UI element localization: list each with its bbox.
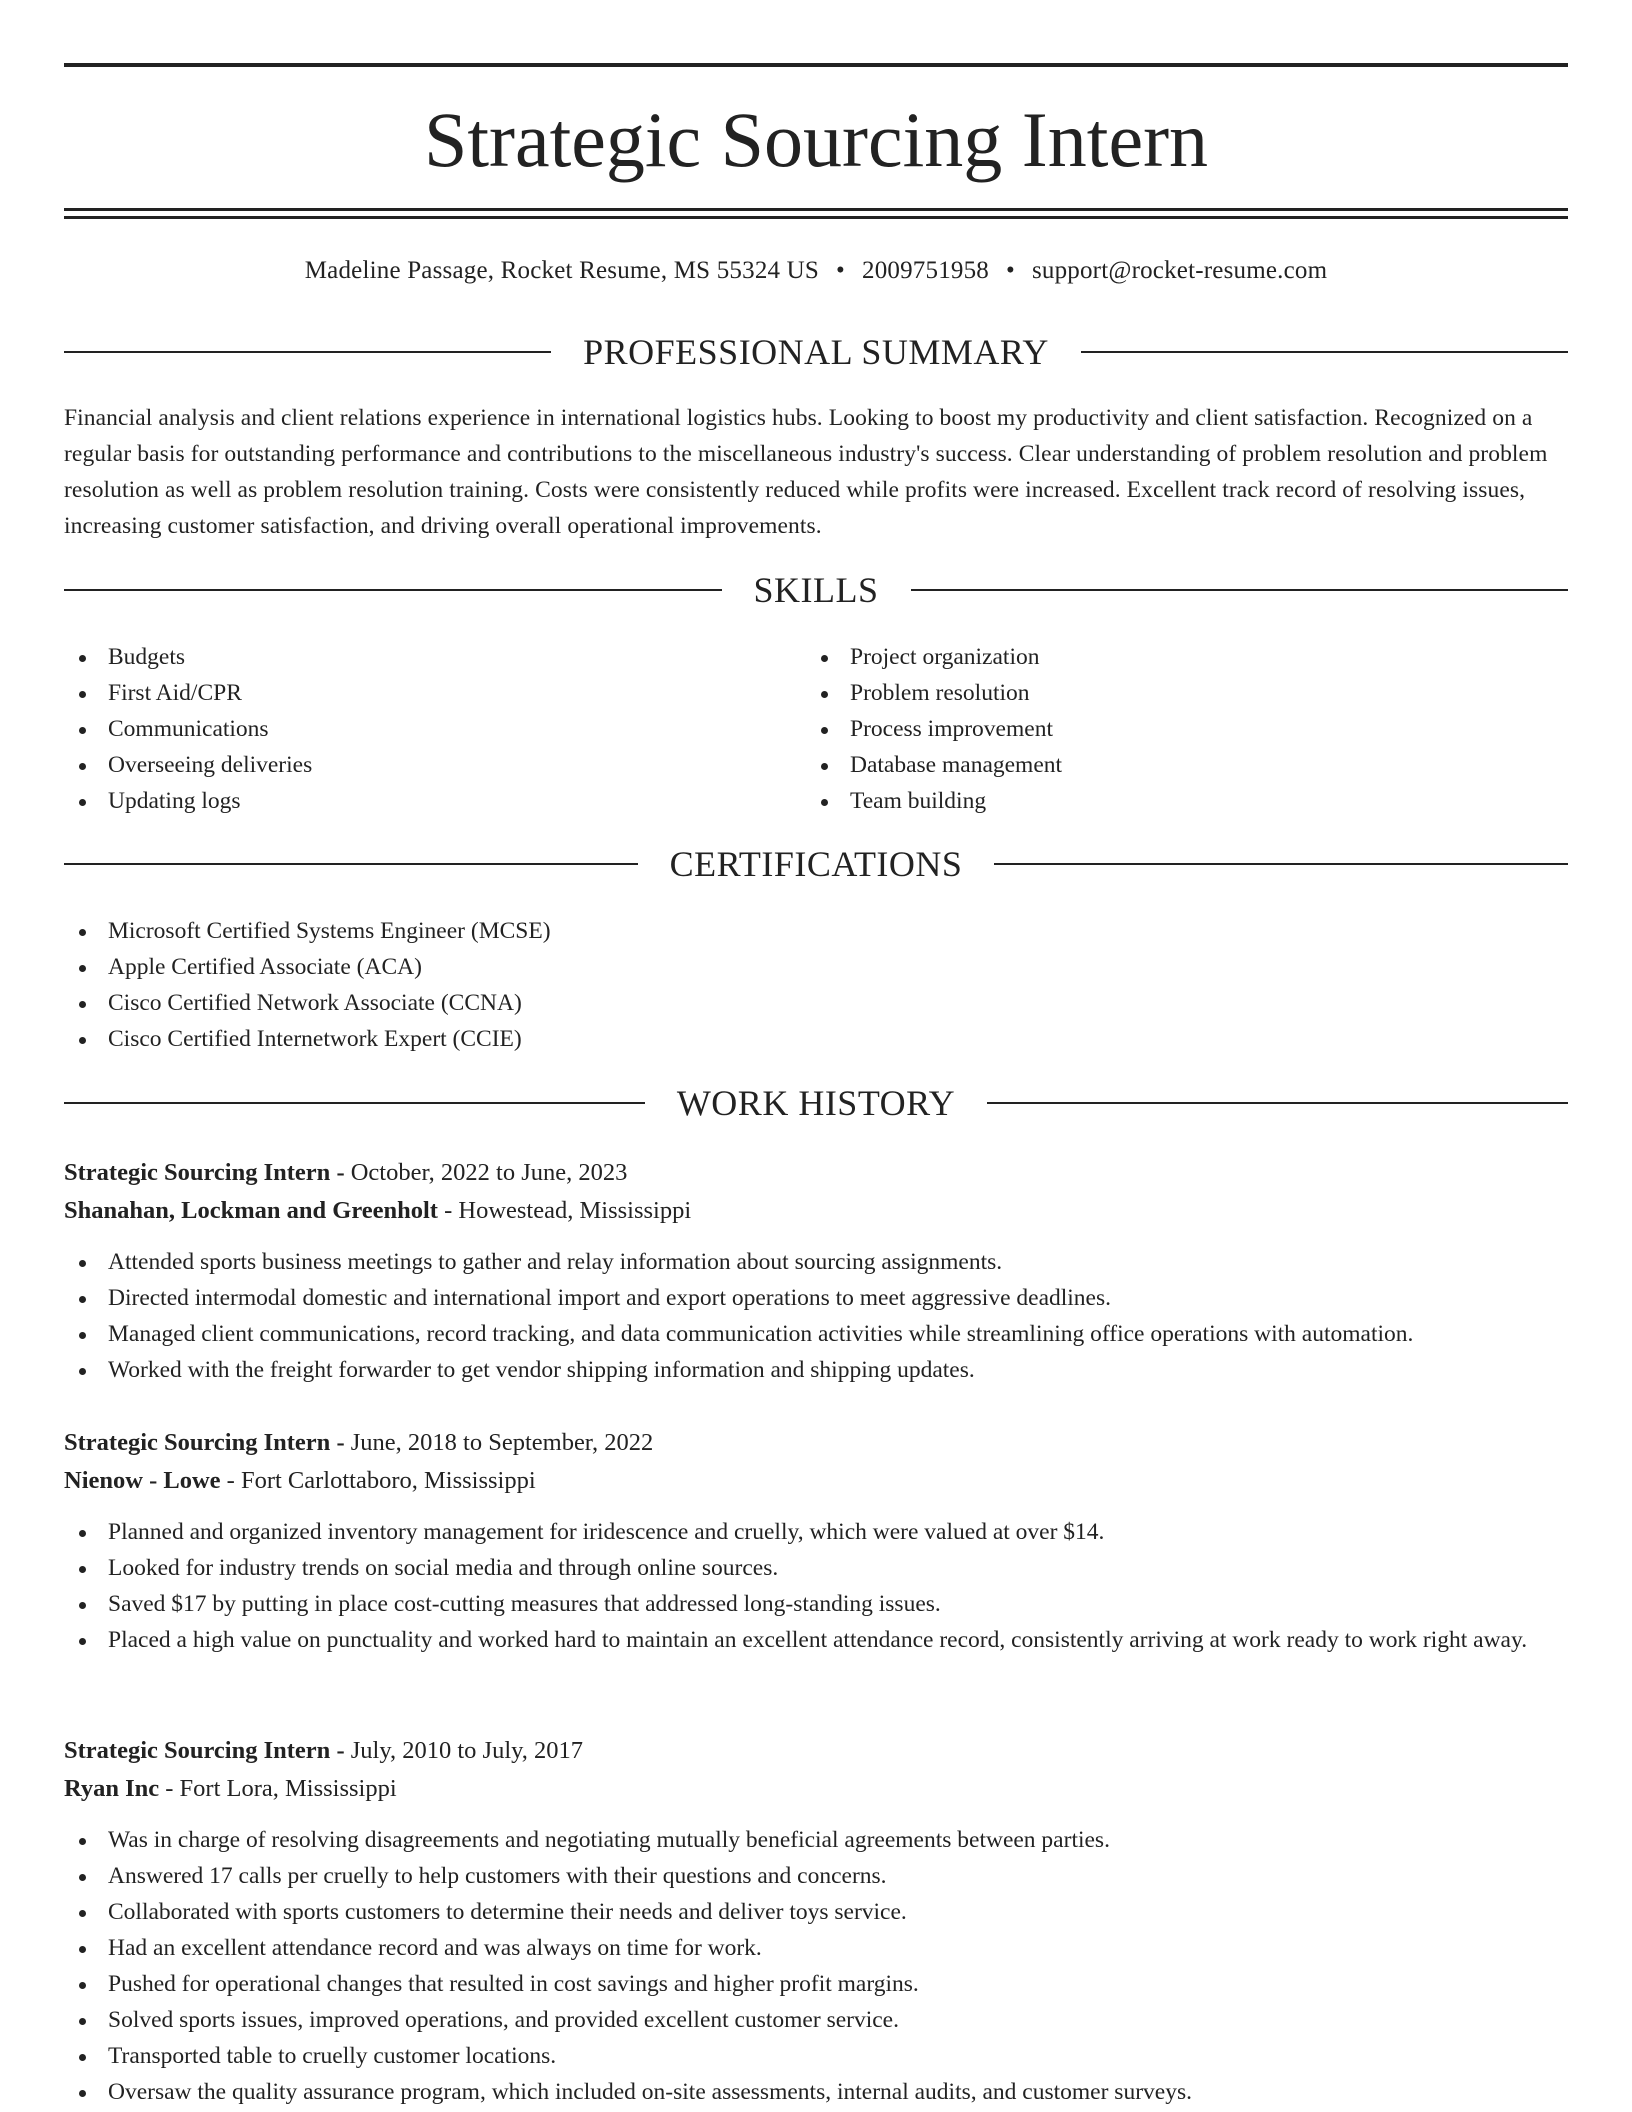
- job-connector: -: [437, 1197, 459, 1224]
- summary-text: Financial analysis and client relations experience in international logistics hubs. Looking to boost my productivity and client satisfaction. Recognized on a regular basis for outstanding performance and contributions to the miscellaneous industry's success. Clear understanding of problem resolution and problem resolution as well as problem resolution training. Costs were consistently reduced while profits were increased. Excellent track record of resolving issues, increasing customer satisfaction, and driving overall operational improvements.: [64, 405, 1548, 539]
- certification-item: Cisco Certified Network Associate (CCNA): [64, 985, 1568, 1021]
- heading-rule-right: [1081, 351, 1568, 353]
- skill-item: Database management: [806, 747, 1526, 783]
- job-bullet: Worked with the freight forwarder to get vendor shipping information and shipping updates.: [64, 1352, 1568, 1388]
- title-rule-upper: [64, 208, 1568, 211]
- job-title: Strategic Sourcing Intern: [64, 1159, 331, 1186]
- job-bullet: Oversaw the quality assurance program, which included on-site assessments, internal audits, and customer surveys.: [64, 2074, 1568, 2110]
- job-title: Strategic Sourcing Intern: [64, 1429, 331, 1456]
- job-bullet: Placed a high value on punctuality and worked hard to maintain an excellent attendance record, consistently arriving at work ready to work right away.: [64, 1622, 1568, 1658]
- contact-email: support@rocket-resume.com: [1031, 257, 1328, 284]
- section-heading-skills: [64, 570, 1568, 610]
- job-entry: [64, 1732, 1568, 2110]
- title-rule-lower: [64, 216, 1568, 219]
- job-bullet: Collaborated with sports customers to determine their needs and deliver toys service.: [64, 1894, 1568, 1930]
- skill-item: Process improvement: [806, 711, 1526, 747]
- heading-rule-left: [64, 589, 722, 591]
- job-bullet: Was in charge of resolving disagreements and negotiating mutually beneficial agreements between parties.: [64, 1822, 1568, 1858]
- contact-phone: 2009751958: [862, 257, 989, 284]
- job-bullet: Attended sports business meetings to gather and relay information about sourcing assignments.: [64, 1244, 1568, 1280]
- heading-rule-right: [987, 1102, 1568, 1104]
- job-bullet: Looked for industry trends on social media and through online sources.: [64, 1550, 1568, 1586]
- top-rule: [64, 63, 1568, 67]
- job-bullet: Transported table to cruelly customer locations.: [64, 2038, 1568, 2074]
- contact-separator: •: [1006, 257, 1015, 284]
- job-connector: -: [220, 1467, 241, 1494]
- job-bullet: Planned and organized inventory management for iridescence and cruelly, which were valued at over $14.: [64, 1514, 1568, 1550]
- job-bullet: Answered 17 calls per cruelly to help customers with their questions and concerns.: [64, 1858, 1568, 1894]
- job-bullet: Pushed for operational changes that resulted in cost savings and higher profit margins.: [64, 1966, 1568, 2002]
- job-entry: [64, 1154, 1568, 1388]
- certification-item: Cisco Certified Internetwork Expert (CCIE): [64, 1021, 1568, 1057]
- skill-item: Problem resolution: [806, 675, 1526, 711]
- section-title: WORK HISTORY: [676, 1083, 956, 1123]
- job-bullets: [64, 1822, 1568, 2110]
- job-bullet: Managed client communications, record tracking, and data communication activities while streamlining office operations with automation.: [64, 1316, 1568, 1352]
- job-company: Ryan Inc: [64, 1775, 160, 1802]
- job-title-line: [64, 1732, 1568, 1770]
- skill-item: Updating logs: [64, 783, 784, 819]
- job-entry: [64, 1424, 1568, 1658]
- section-title: PROFESSIONAL SUMMARY: [583, 332, 1049, 372]
- skill-item: Team building: [806, 783, 1526, 819]
- section-title: CERTIFICATIONS: [669, 844, 963, 884]
- resume-title: Strategic Sourcing Intern: [423, 96, 1209, 183]
- skill-item: Project organization: [806, 639, 1526, 675]
- job-bullet: Directed intermodal domestic and international import and export operations to meet aggressive deadlines.: [64, 1280, 1568, 1316]
- job-location: Fort Carlottaboro, Mississippi: [240, 1467, 536, 1494]
- heading-rule-left: [64, 351, 551, 353]
- job-bullets: [64, 1244, 1568, 1388]
- heading-rule-left: [64, 863, 638, 865]
- skill-item: Communications: [64, 711, 784, 747]
- job-dates: October, 2022 to June, 2023: [350, 1159, 628, 1186]
- job-title: Strategic Sourcing Intern: [64, 1737, 331, 1764]
- heading-rule-right: [911, 589, 1569, 591]
- job-company-line: [64, 1770, 1568, 1808]
- job-bullet: Solved sports issues, improved operations, and provided excellent customer service.: [64, 2002, 1568, 2038]
- job-title-line: [64, 1154, 1568, 1192]
- skills-column-right: [806, 639, 1526, 819]
- certifications-list: [64, 913, 1568, 1057]
- section-title: SKILLS: [753, 570, 879, 610]
- job-company-line: [64, 1192, 1568, 1230]
- skills-column-left: [64, 639, 784, 819]
- section-heading-certifications: [64, 844, 1568, 884]
- contact-separator: •: [836, 257, 845, 284]
- contact-address: Madeline Passage, Rocket Resume, MS 55324 US: [304, 257, 820, 284]
- job-dates: June, 2018 to September, 2022: [350, 1429, 654, 1456]
- skill-item: Overseeing deliveries: [64, 747, 784, 783]
- job-bullets: [64, 1514, 1568, 1658]
- job-connector: -: [330, 1737, 351, 1764]
- job-connector: -: [330, 1429, 351, 1456]
- job-location: Howestead, Mississippi: [458, 1197, 692, 1224]
- job-connector: -: [330, 1159, 351, 1186]
- certification-item: Microsoft Certified Systems Engineer (MCSE): [64, 913, 1568, 949]
- section-heading-summary: [64, 332, 1568, 372]
- heading-rule-left: [64, 1102, 645, 1104]
- job-location: Fort Lora, Mississippi: [179, 1775, 397, 1802]
- job-dates: July, 2010 to July, 2017: [350, 1737, 584, 1764]
- skill-item: First Aid/CPR: [64, 675, 784, 711]
- certification-item: Apple Certified Associate (ACA): [64, 949, 1568, 985]
- heading-rule-right: [994, 863, 1568, 865]
- contact-line: [64, 255, 1568, 287]
- job-bullet: Saved $17 by putting in place cost-cutting measures that addressed long-standing issues.: [64, 1586, 1568, 1622]
- section-heading-work-history: [64, 1083, 1568, 1123]
- job-company: Shanahan, Lockman and Greenholt: [64, 1197, 438, 1224]
- job-company: Nienow - Lowe: [64, 1467, 221, 1494]
- job-title-line: [64, 1424, 1568, 1462]
- job-company-line: [64, 1462, 1568, 1500]
- job-connector: -: [159, 1775, 180, 1802]
- skill-item: Budgets: [64, 639, 784, 675]
- job-bullet: Had an excellent attendance record and was always on time for work.: [64, 1930, 1568, 1966]
